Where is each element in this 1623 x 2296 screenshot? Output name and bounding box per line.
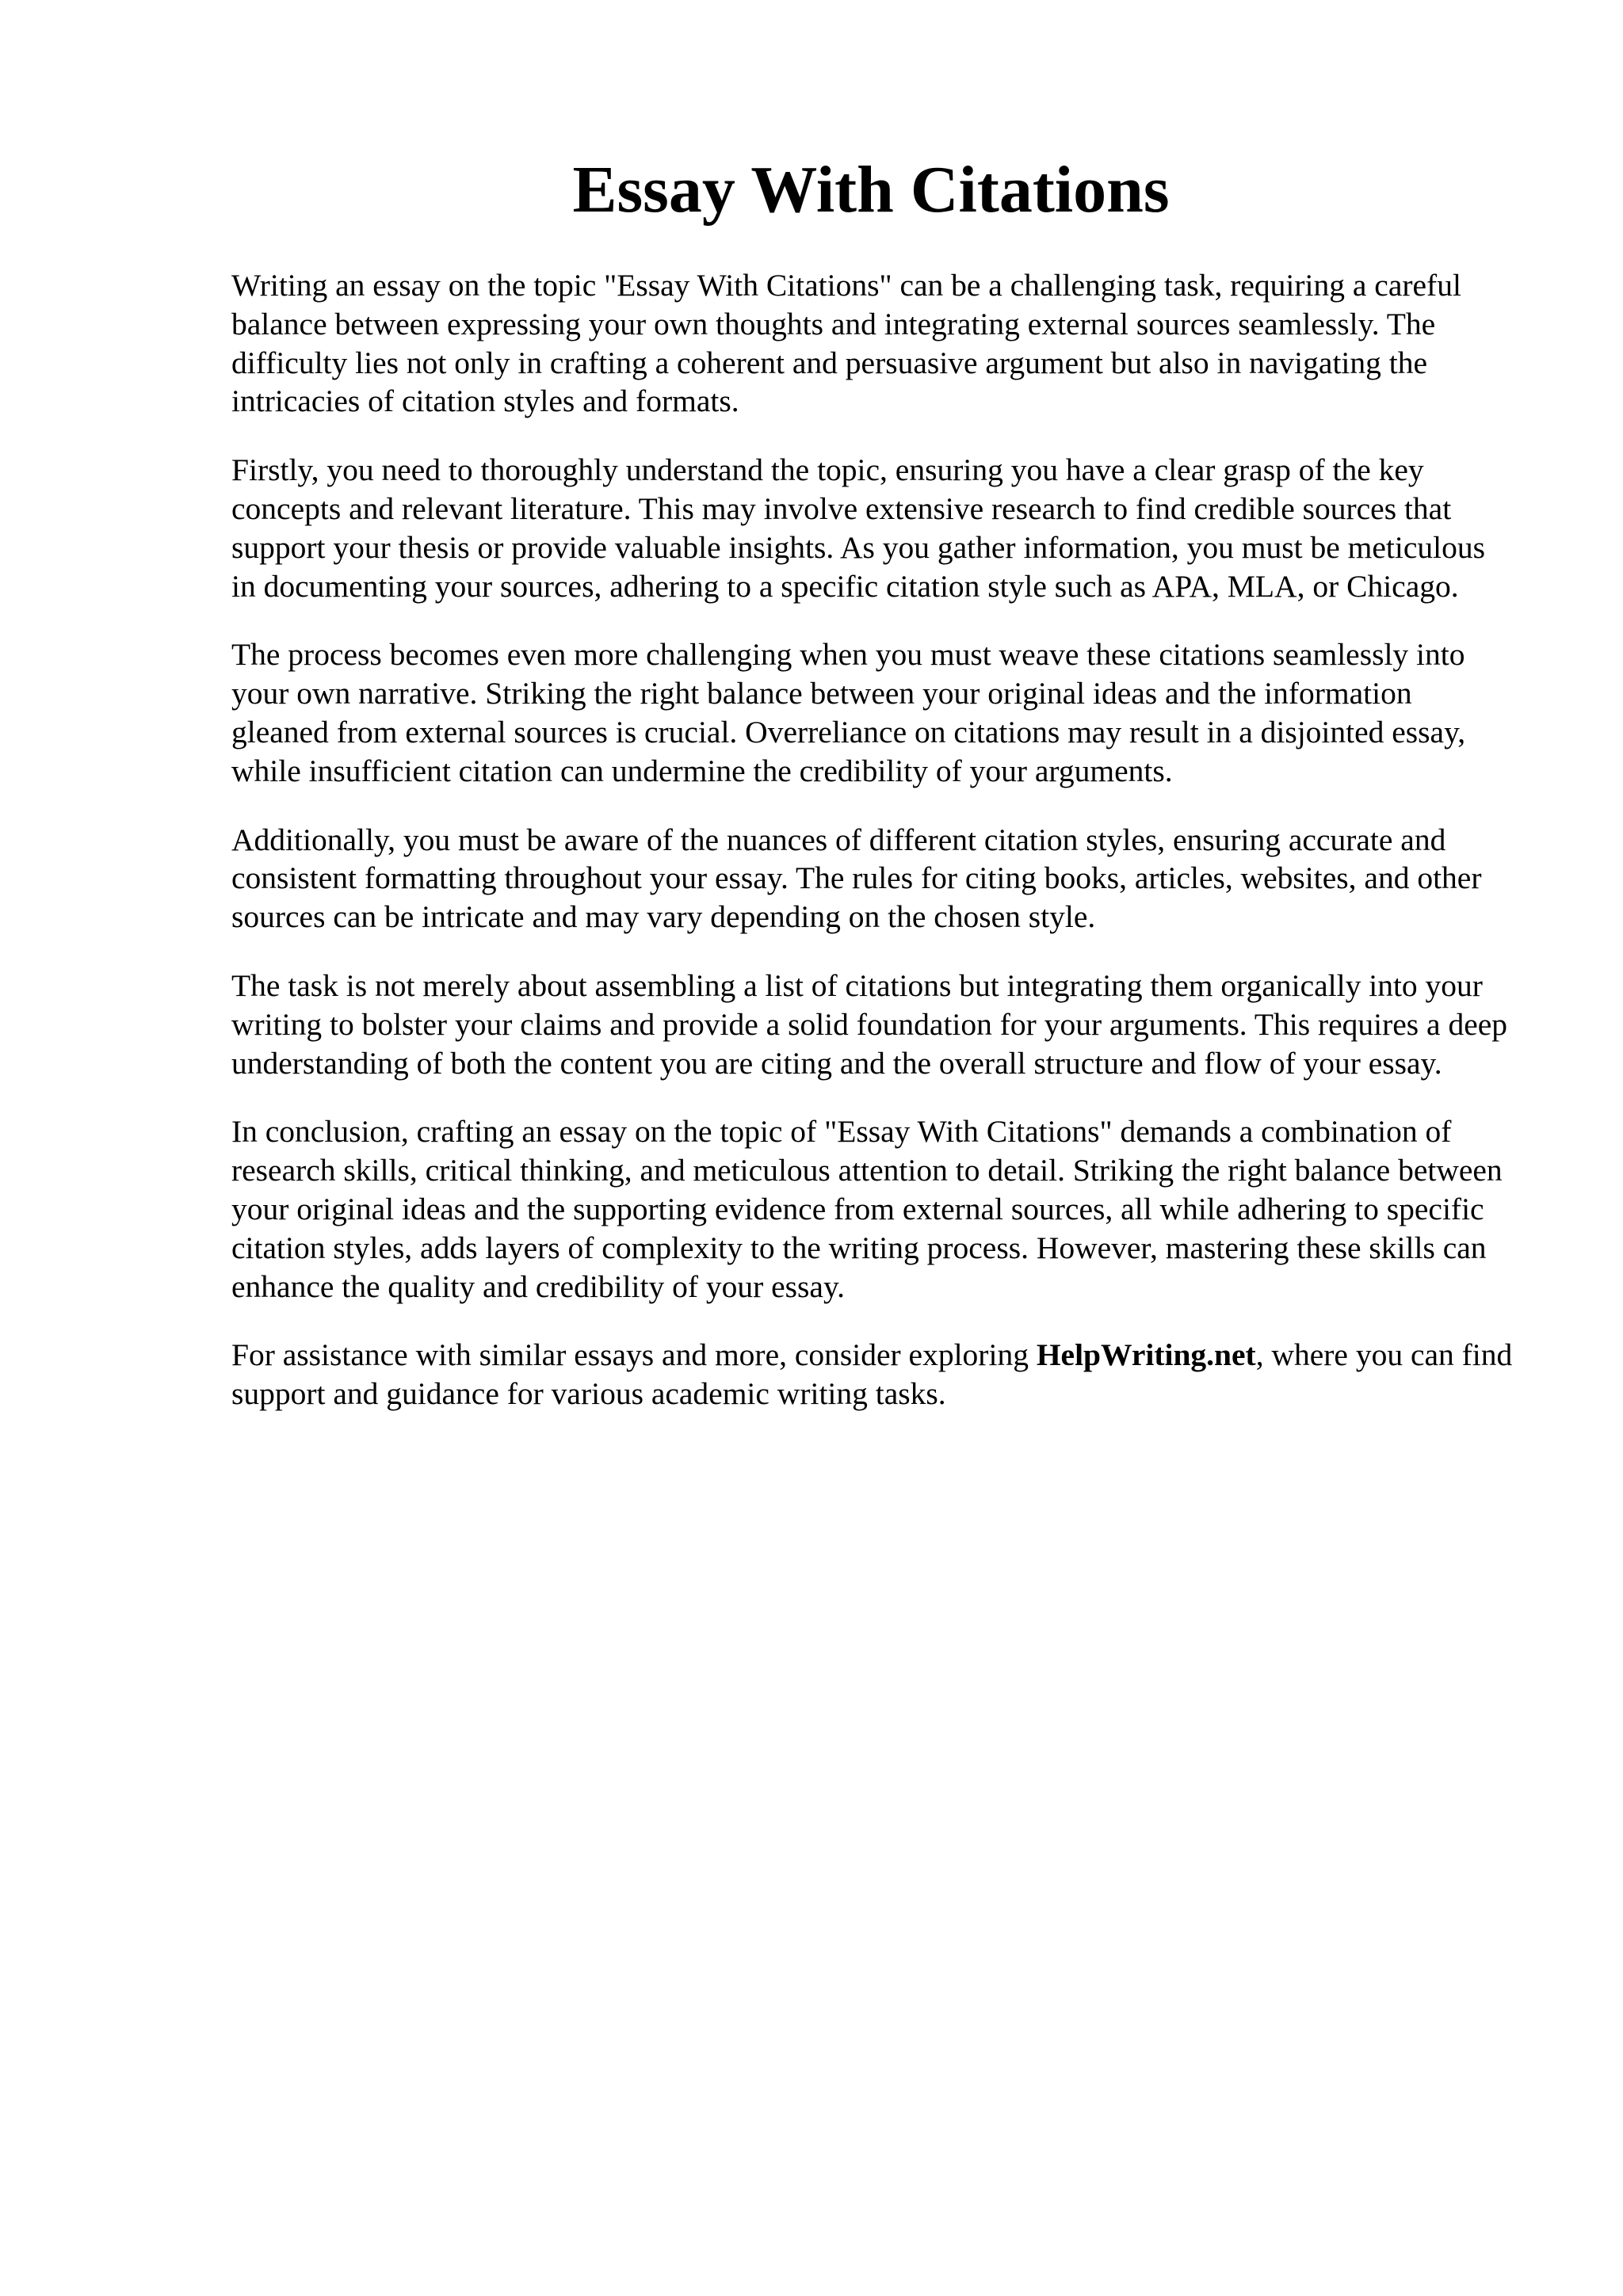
paragraph-closing — [231, 1336, 1515, 1413]
paragraph-intro: Writing an essay on the topic "Essay With Citations" can be a challenging task, requiring a careful balance between expressing your own thoughts and integrating external sources seamlessly. The difficulty lies not only in crafting a coherent and persuasive argument but also in navigating the intricacies of citation styles and formats. — [231, 268, 1461, 419]
paragraph-citation-styles: Additionally, you must be aware of the nuances of different citation styles, ensuring accurate and consistent formatting throughout your essay. The rules for citing books, articles, websites, and other sources can be intricate and may vary depending on the chosen style. — [231, 822, 1482, 935]
paragraph-conclusion: In conclusion, crafting an essay on the topic of "Essay With Citations" demands a combination of research skills, critical thinking, and meticulous attention to detail. Striking the right balance between your original ideas and the supporting evidence from external sources, all while adhering to specific citation styles, adds layers of complexity to the writing process. However, mastering these skills can enhance the quality and credibility of your essay. — [231, 1114, 1503, 1304]
document-body — [231, 266, 1515, 1444]
helpwriting-link[interactable]: HelpWriting.net — [1036, 1337, 1256, 1373]
paragraph-weaving-citations: The process becomes even more challenging when you must weave these citations seamlessly into your own narrative. Striking the right balance between your original ideas and the information gleaned from external sources is crucial. Overreliance on citations may result in a disjointed essay, while insufficient citation can undermine the credibility of your arguments. — [231, 637, 1466, 788]
closing-text-before: For assistance with similar essays and more, consider exploring — [231, 1337, 1037, 1373]
document-title: Essay With Citations — [572, 153, 1170, 227]
closing-text-after: , where you can find support and guidance for various academic writing tasks. — [231, 1337, 1513, 1412]
paragraph-integration: The task is not merely about assembling a list of citations but integrating them organically into your writing to bolster your claims and provide a solid foundation for your arguments. This requires a deep understanding of both the content you are citing and the overall structure and flow of your essay. — [231, 967, 1508, 1081]
paragraph-understanding: Firstly, you need to thoroughly understand the topic, ensuring you have a clear grasp of the key concepts and relevant literature. This may involve extensive research to find credible sources that support your thesis or provide valuable insights. As you gather information, you must be meticulous in documenting your sources, adhering to a specific citation style such as APA, MLA, or Chicago. — [231, 452, 1485, 604]
